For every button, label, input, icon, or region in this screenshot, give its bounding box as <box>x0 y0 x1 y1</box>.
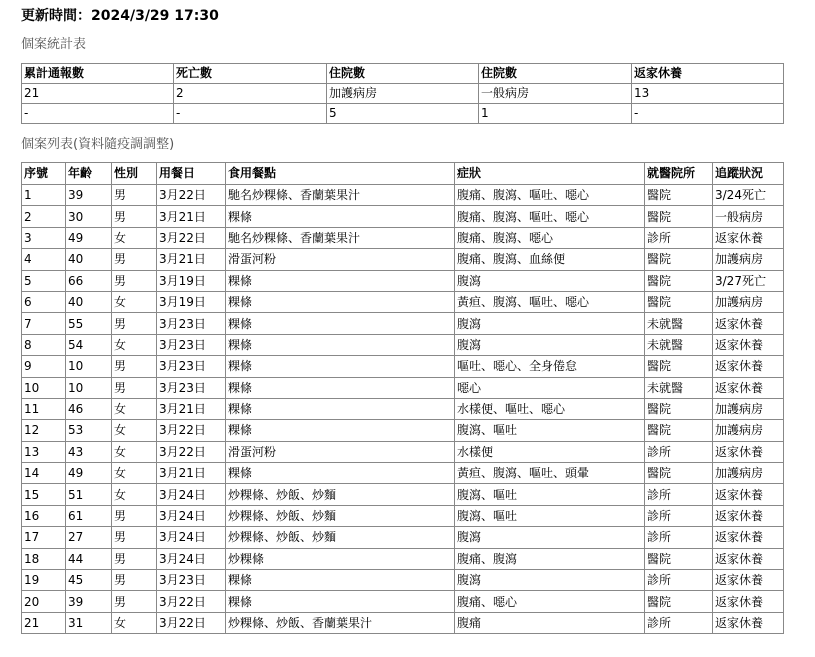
cases-row <box>22 527 784 548</box>
cases-cell: 男 <box>112 313 157 334</box>
cases-cell: 加護病房 <box>713 249 784 270</box>
cases-cell: 返家休養 <box>713 505 784 526</box>
cases-cell: 返家休養 <box>713 484 784 505</box>
cases-row <box>22 420 784 441</box>
cases-cell: 66 <box>66 270 112 291</box>
cases-cell: 女 <box>112 291 157 312</box>
stats-cell: - <box>174 104 327 124</box>
cases-cell: 3/24死亡 <box>713 185 784 206</box>
cases-cell: 炒粿條、炒飯、炒麵 <box>226 527 455 548</box>
cases-cell: 3月21日 <box>157 206 226 227</box>
cases-cell: 19 <box>22 570 66 591</box>
cases-header-cell: 性別 <box>112 163 157 185</box>
cases-cell: 粿條 <box>226 377 455 398</box>
cases-row <box>22 334 784 355</box>
cases-cell: 3月19日 <box>157 291 226 312</box>
cases-cell: 3月23日 <box>157 377 226 398</box>
cases-cell: 未就醫 <box>645 334 713 355</box>
cases-cell: 49 <box>66 227 112 248</box>
cases-cell: 診所 <box>645 441 713 462</box>
cases-cell: 腹瀉 <box>455 527 645 548</box>
cases-cell: 一般病房 <box>713 206 784 227</box>
cases-cell: 炒粿條、炒飯、炒麵 <box>226 505 455 526</box>
cases-cell: 嘔吐、噁心、全身倦怠 <box>455 356 645 377</box>
cases-cell: 女 <box>112 463 157 484</box>
cases-row <box>22 270 784 291</box>
cases-cell: 醫院 <box>645 206 713 227</box>
cases-cell: 40 <box>66 291 112 312</box>
cases-cell: 返家休養 <box>713 612 784 633</box>
cases-row <box>22 291 784 312</box>
cases-cell: 噁心 <box>455 377 645 398</box>
cases-cell: 粿條 <box>226 334 455 355</box>
cases-cell: 3月21日 <box>157 398 226 419</box>
cases-cell: 加護病房 <box>713 398 784 419</box>
cases-cell: 腹瀉、嘔吐 <box>455 420 645 441</box>
stats-body <box>22 84 784 124</box>
cases-cell: 男 <box>112 185 157 206</box>
cases-cell: 3月22日 <box>157 591 226 612</box>
cases-cell: 男 <box>112 570 157 591</box>
cases-row <box>22 185 784 206</box>
cases-cell: 49 <box>66 463 112 484</box>
stats-table <box>21 63 784 124</box>
cases-cell: 女 <box>112 420 157 441</box>
cases-row <box>22 398 784 419</box>
stats-caption: 個案統計表 <box>21 37 87 52</box>
cases-cell: 黃疸、腹瀉、嘔吐、頭暈 <box>455 463 645 484</box>
cases-cell: 醫院 <box>645 185 713 206</box>
cases-cell: 粿條 <box>226 270 455 291</box>
cases-cell: 39 <box>66 591 112 612</box>
cases-cell: 男 <box>112 548 157 569</box>
stats-cell: - <box>632 104 784 124</box>
stats-row <box>22 104 784 124</box>
cases-cell: 男 <box>112 527 157 548</box>
cases-cell: 返家休養 <box>713 356 784 377</box>
cases-cell: 男 <box>112 356 157 377</box>
cases-cell: 43 <box>66 441 112 462</box>
stats-header-cell: 返家休養 <box>632 64 784 84</box>
cases-cell: 女 <box>112 227 157 248</box>
cases-cell: 醫院 <box>645 463 713 484</box>
cases-cell: 3月22日 <box>157 420 226 441</box>
cases-cell: 返家休養 <box>713 570 784 591</box>
cases-cell: 診所 <box>645 612 713 633</box>
cases-cell: 粿條 <box>226 463 455 484</box>
cases-row <box>22 377 784 398</box>
stats-cell: 13 <box>632 84 784 104</box>
cases-header-cell: 就醫院所 <box>645 163 713 185</box>
cases-cell: 3月23日 <box>157 334 226 355</box>
cases-cell: 6 <box>22 291 66 312</box>
cases-cell: 21 <box>22 612 66 633</box>
cases-row <box>22 484 784 505</box>
cases-cell: 未就醫 <box>645 377 713 398</box>
cases-cell: 30 <box>66 206 112 227</box>
cases-cell: 未就醫 <box>645 313 713 334</box>
stats-cell: 1 <box>479 104 632 124</box>
cases-cell: 3月24日 <box>157 527 226 548</box>
cases-cell: 腹痛、噁心 <box>455 591 645 612</box>
cases-cell: 3月23日 <box>157 356 226 377</box>
cases-cell: 54 <box>66 334 112 355</box>
cases-cell: 粿條 <box>226 291 455 312</box>
cases-row <box>22 441 784 462</box>
cases-cell: 腹痛、腹瀉、噁心 <box>455 227 645 248</box>
cases-row <box>22 612 784 633</box>
cases-caption: 個案列表(資料隨疫調調整) <box>21 137 175 152</box>
cases-header-cell: 症狀 <box>455 163 645 185</box>
cases-cell: 腹痛、腹瀉、嘔吐、噁心 <box>455 206 645 227</box>
cases-cell: 7 <box>22 313 66 334</box>
stats-cell: 一般病房 <box>479 84 632 104</box>
cases-row <box>22 356 784 377</box>
cases-cell: 12 <box>22 420 66 441</box>
cases-cell: 3月19日 <box>157 270 226 291</box>
cases-cell: 加護病房 <box>713 291 784 312</box>
cases-cell: 返家休養 <box>713 227 784 248</box>
cases-cell: 醫院 <box>645 420 713 441</box>
cases-cell: 15 <box>22 484 66 505</box>
cases-cell: 55 <box>66 313 112 334</box>
cases-cell: 9 <box>22 356 66 377</box>
cases-cell: 腹瀉 <box>455 570 645 591</box>
cases-cell: 女 <box>112 398 157 419</box>
cases-cell: 13 <box>22 441 66 462</box>
cases-cell: 3月21日 <box>157 249 226 270</box>
cases-header-row <box>22 163 784 185</box>
cases-cell: 醫院 <box>645 356 713 377</box>
cases-cell: 44 <box>66 548 112 569</box>
cases-cell: 診所 <box>645 570 713 591</box>
cases-cell: 女 <box>112 441 157 462</box>
cases-cell: 加護病房 <box>713 420 784 441</box>
cases-cell: 3 <box>22 227 66 248</box>
cases-cell: 腹瀉、嘔吐 <box>455 484 645 505</box>
cases-cell: 3月21日 <box>157 463 226 484</box>
cases-cell: 20 <box>22 591 66 612</box>
cases-cell: 粿條 <box>226 356 455 377</box>
cases-cell: 醫院 <box>645 291 713 312</box>
cases-header-cell: 序號 <box>22 163 66 185</box>
cases-cell: 腹痛、腹瀉、血絲便 <box>455 249 645 270</box>
cases-cell: 加護病房 <box>713 463 784 484</box>
stats-header-row <box>22 64 784 84</box>
cases-cell: 53 <box>66 420 112 441</box>
cases-cell: 3月22日 <box>157 612 226 633</box>
cases-cell: 炒粿條、炒飯、炒麵 <box>226 484 455 505</box>
cases-cell: 3月24日 <box>157 548 226 569</box>
cases-row <box>22 548 784 569</box>
cases-cell: 馳名炒粿條、香蘭葉果汁 <box>226 185 455 206</box>
cases-cell: 39 <box>66 185 112 206</box>
cases-cell: 返家休養 <box>713 313 784 334</box>
cases-cell: 46 <box>66 398 112 419</box>
cases-row <box>22 206 784 227</box>
stats-cell: 5 <box>327 104 479 124</box>
cases-cell: 27 <box>66 527 112 548</box>
cases-cell: 61 <box>66 505 112 526</box>
cases-cell: 診所 <box>645 505 713 526</box>
cases-cell: 醫院 <box>645 270 713 291</box>
cases-cell: 粿條 <box>226 313 455 334</box>
cases-cell: 3月23日 <box>157 313 226 334</box>
stats-header-cell: 死亡數 <box>174 64 327 84</box>
cases-cell: 45 <box>66 570 112 591</box>
cases-cell: 10 <box>66 356 112 377</box>
cases-cell: 腹痛、腹瀉 <box>455 548 645 569</box>
update-time: 更新時間：2024/3/29 17:30 <box>21 8 219 24</box>
cases-cell: 女 <box>112 612 157 633</box>
cases-cell: 炒粿條、炒飯、香蘭葉果汁 <box>226 612 455 633</box>
stats-cell: 2 <box>174 84 327 104</box>
cases-cell: 返家休養 <box>713 441 784 462</box>
cases-cell: 2 <box>22 206 66 227</box>
cases-cell: 18 <box>22 548 66 569</box>
cases-cell: 17 <box>22 527 66 548</box>
stats-cell: 加護病房 <box>327 84 479 104</box>
cases-cell: 粿條 <box>226 206 455 227</box>
cases-cell: 10 <box>66 377 112 398</box>
cases-header-cell: 年齡 <box>66 163 112 185</box>
cases-cell: 黃疸、腹瀉、嘔吐、噁心 <box>455 291 645 312</box>
cases-cell: 馳名炒粿條、香蘭葉果汁 <box>226 227 455 248</box>
cases-header-cell: 食用餐點 <box>226 163 455 185</box>
cases-cell: 3月22日 <box>157 227 226 248</box>
cases-cell: 3/27死亡 <box>713 270 784 291</box>
cases-cell: 診所 <box>645 484 713 505</box>
cases-cell: 51 <box>66 484 112 505</box>
stats-header-cell: 住院數 <box>479 64 632 84</box>
cases-row <box>22 505 784 526</box>
cases-row <box>22 591 784 612</box>
cases-cell: 滑蛋河粉 <box>226 249 455 270</box>
cases-cell: 粿條 <box>226 591 455 612</box>
cases-cell: 返家休養 <box>713 377 784 398</box>
cases-cell: 4 <box>22 249 66 270</box>
stats-cell: - <box>22 104 174 124</box>
cases-cell: 腹痛 <box>455 612 645 633</box>
cases-cell: 醫院 <box>645 591 713 612</box>
cases-cell: 31 <box>66 612 112 633</box>
cases-cell: 男 <box>112 270 157 291</box>
cases-cell: 3月22日 <box>157 185 226 206</box>
cases-cell: 女 <box>112 484 157 505</box>
cases-cell: 11 <box>22 398 66 419</box>
cases-cell: 女 <box>112 334 157 355</box>
cases-row <box>22 463 784 484</box>
cases-cell: 返家休養 <box>713 334 784 355</box>
cases-cell: 水樣便 <box>455 441 645 462</box>
cases-cell: 1 <box>22 185 66 206</box>
cases-cell: 5 <box>22 270 66 291</box>
cases-cell: 返家休養 <box>713 591 784 612</box>
cases-cell: 腹瀉、嘔吐 <box>455 505 645 526</box>
cases-cell: 3月23日 <box>157 570 226 591</box>
cases-row <box>22 570 784 591</box>
cases-table <box>21 162 784 634</box>
cases-cell: 腹瀉 <box>455 334 645 355</box>
cases-row <box>22 249 784 270</box>
cases-cell: 滑蛋河粉 <box>226 441 455 462</box>
cases-cell: 醫院 <box>645 249 713 270</box>
cases-cell: 返家休養 <box>713 527 784 548</box>
cases-cell: 14 <box>22 463 66 484</box>
cases-cell: 粿條 <box>226 570 455 591</box>
cases-cell: 診所 <box>645 527 713 548</box>
cases-body <box>22 185 784 634</box>
stats-row <box>22 84 784 104</box>
cases-cell: 腹瀉 <box>455 270 645 291</box>
cases-cell: 8 <box>22 334 66 355</box>
stats-header-cell: 累計通報數 <box>22 64 174 84</box>
stats-header-cell: 住院數 <box>327 64 479 84</box>
cases-cell: 醫院 <box>645 548 713 569</box>
cases-cell: 16 <box>22 505 66 526</box>
cases-cell: 男 <box>112 591 157 612</box>
cases-cell: 診所 <box>645 227 713 248</box>
cases-row <box>22 227 784 248</box>
cases-cell: 粿條 <box>226 420 455 441</box>
cases-cell: 水樣便、嘔吐、噁心 <box>455 398 645 419</box>
cases-cell: 男 <box>112 206 157 227</box>
cases-header-cell: 用餐日 <box>157 163 226 185</box>
cases-cell: 炒粿條 <box>226 548 455 569</box>
cases-cell: 10 <box>22 377 66 398</box>
cases-row <box>22 313 784 334</box>
cases-cell: 3月22日 <box>157 441 226 462</box>
cases-cell: 返家休養 <box>713 548 784 569</box>
cases-cell: 腹瀉 <box>455 313 645 334</box>
cases-cell: 男 <box>112 377 157 398</box>
cases-cell: 腹痛、腹瀉、嘔吐、噁心 <box>455 185 645 206</box>
cases-cell: 3月24日 <box>157 484 226 505</box>
cases-cell: 男 <box>112 249 157 270</box>
cases-cell: 醫院 <box>645 398 713 419</box>
cases-header-cell: 追蹤狀況 <box>713 163 784 185</box>
cases-cell: 粿條 <box>226 398 455 419</box>
cases-cell: 3月24日 <box>157 505 226 526</box>
cases-cell: 男 <box>112 505 157 526</box>
cases-cell: 40 <box>66 249 112 270</box>
stats-cell: 21 <box>22 84 174 104</box>
